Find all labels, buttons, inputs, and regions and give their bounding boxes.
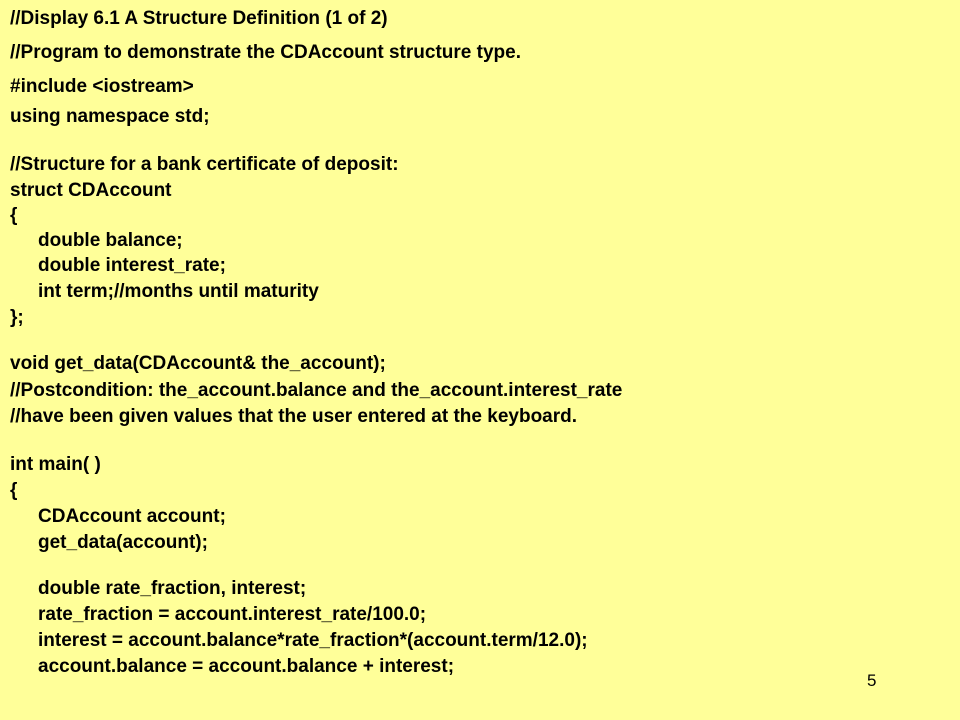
code-line-12: void get_data(CDAccount& the_account); bbox=[10, 353, 386, 374]
slide-number: 5 bbox=[867, 671, 877, 690]
code-line-13: //Postcondition: the_account.balance and the_account.interest_rate bbox=[10, 380, 623, 401]
code-line-9: double interest_rate; bbox=[38, 255, 226, 276]
code-line-16: { bbox=[10, 480, 18, 501]
code-line-4: using namespace std; bbox=[10, 106, 210, 127]
code-line-19: double rate_fraction, interest; bbox=[38, 578, 307, 599]
code-line-2: //Program to demonstrate the CDAccount structure type. bbox=[10, 42, 521, 63]
code-line-20: rate_fraction = account.interest_rate/100.0; bbox=[38, 604, 427, 625]
code-line-11: }; bbox=[10, 307, 24, 328]
code-line-18: get_data(account); bbox=[38, 532, 208, 553]
code-line-8: double balance; bbox=[38, 230, 183, 251]
code-line-22: account.balance = account.balance + interest; bbox=[38, 656, 455, 677]
code-line-21: interest = account.balance*rate_fraction*(account.term/12.0); bbox=[38, 630, 588, 651]
code-line-5: //Structure for a bank certificate of deposit: bbox=[10, 154, 399, 175]
code-line-1: //Display 6.1 A Structure Definition (1 of 2) bbox=[10, 8, 388, 29]
code-line-10: int term;//months until maturity bbox=[38, 281, 319, 302]
code-line-6: struct CDAccount bbox=[10, 180, 172, 201]
code-line-14: //have been given values that the user entered at the keyboard. bbox=[10, 406, 578, 427]
code-line-7: { bbox=[10, 205, 18, 226]
code-line-3: #include <iostream> bbox=[10, 76, 194, 97]
code-line-17: CDAccount account; bbox=[38, 506, 226, 527]
code-line-15: int main( ) bbox=[10, 454, 101, 475]
